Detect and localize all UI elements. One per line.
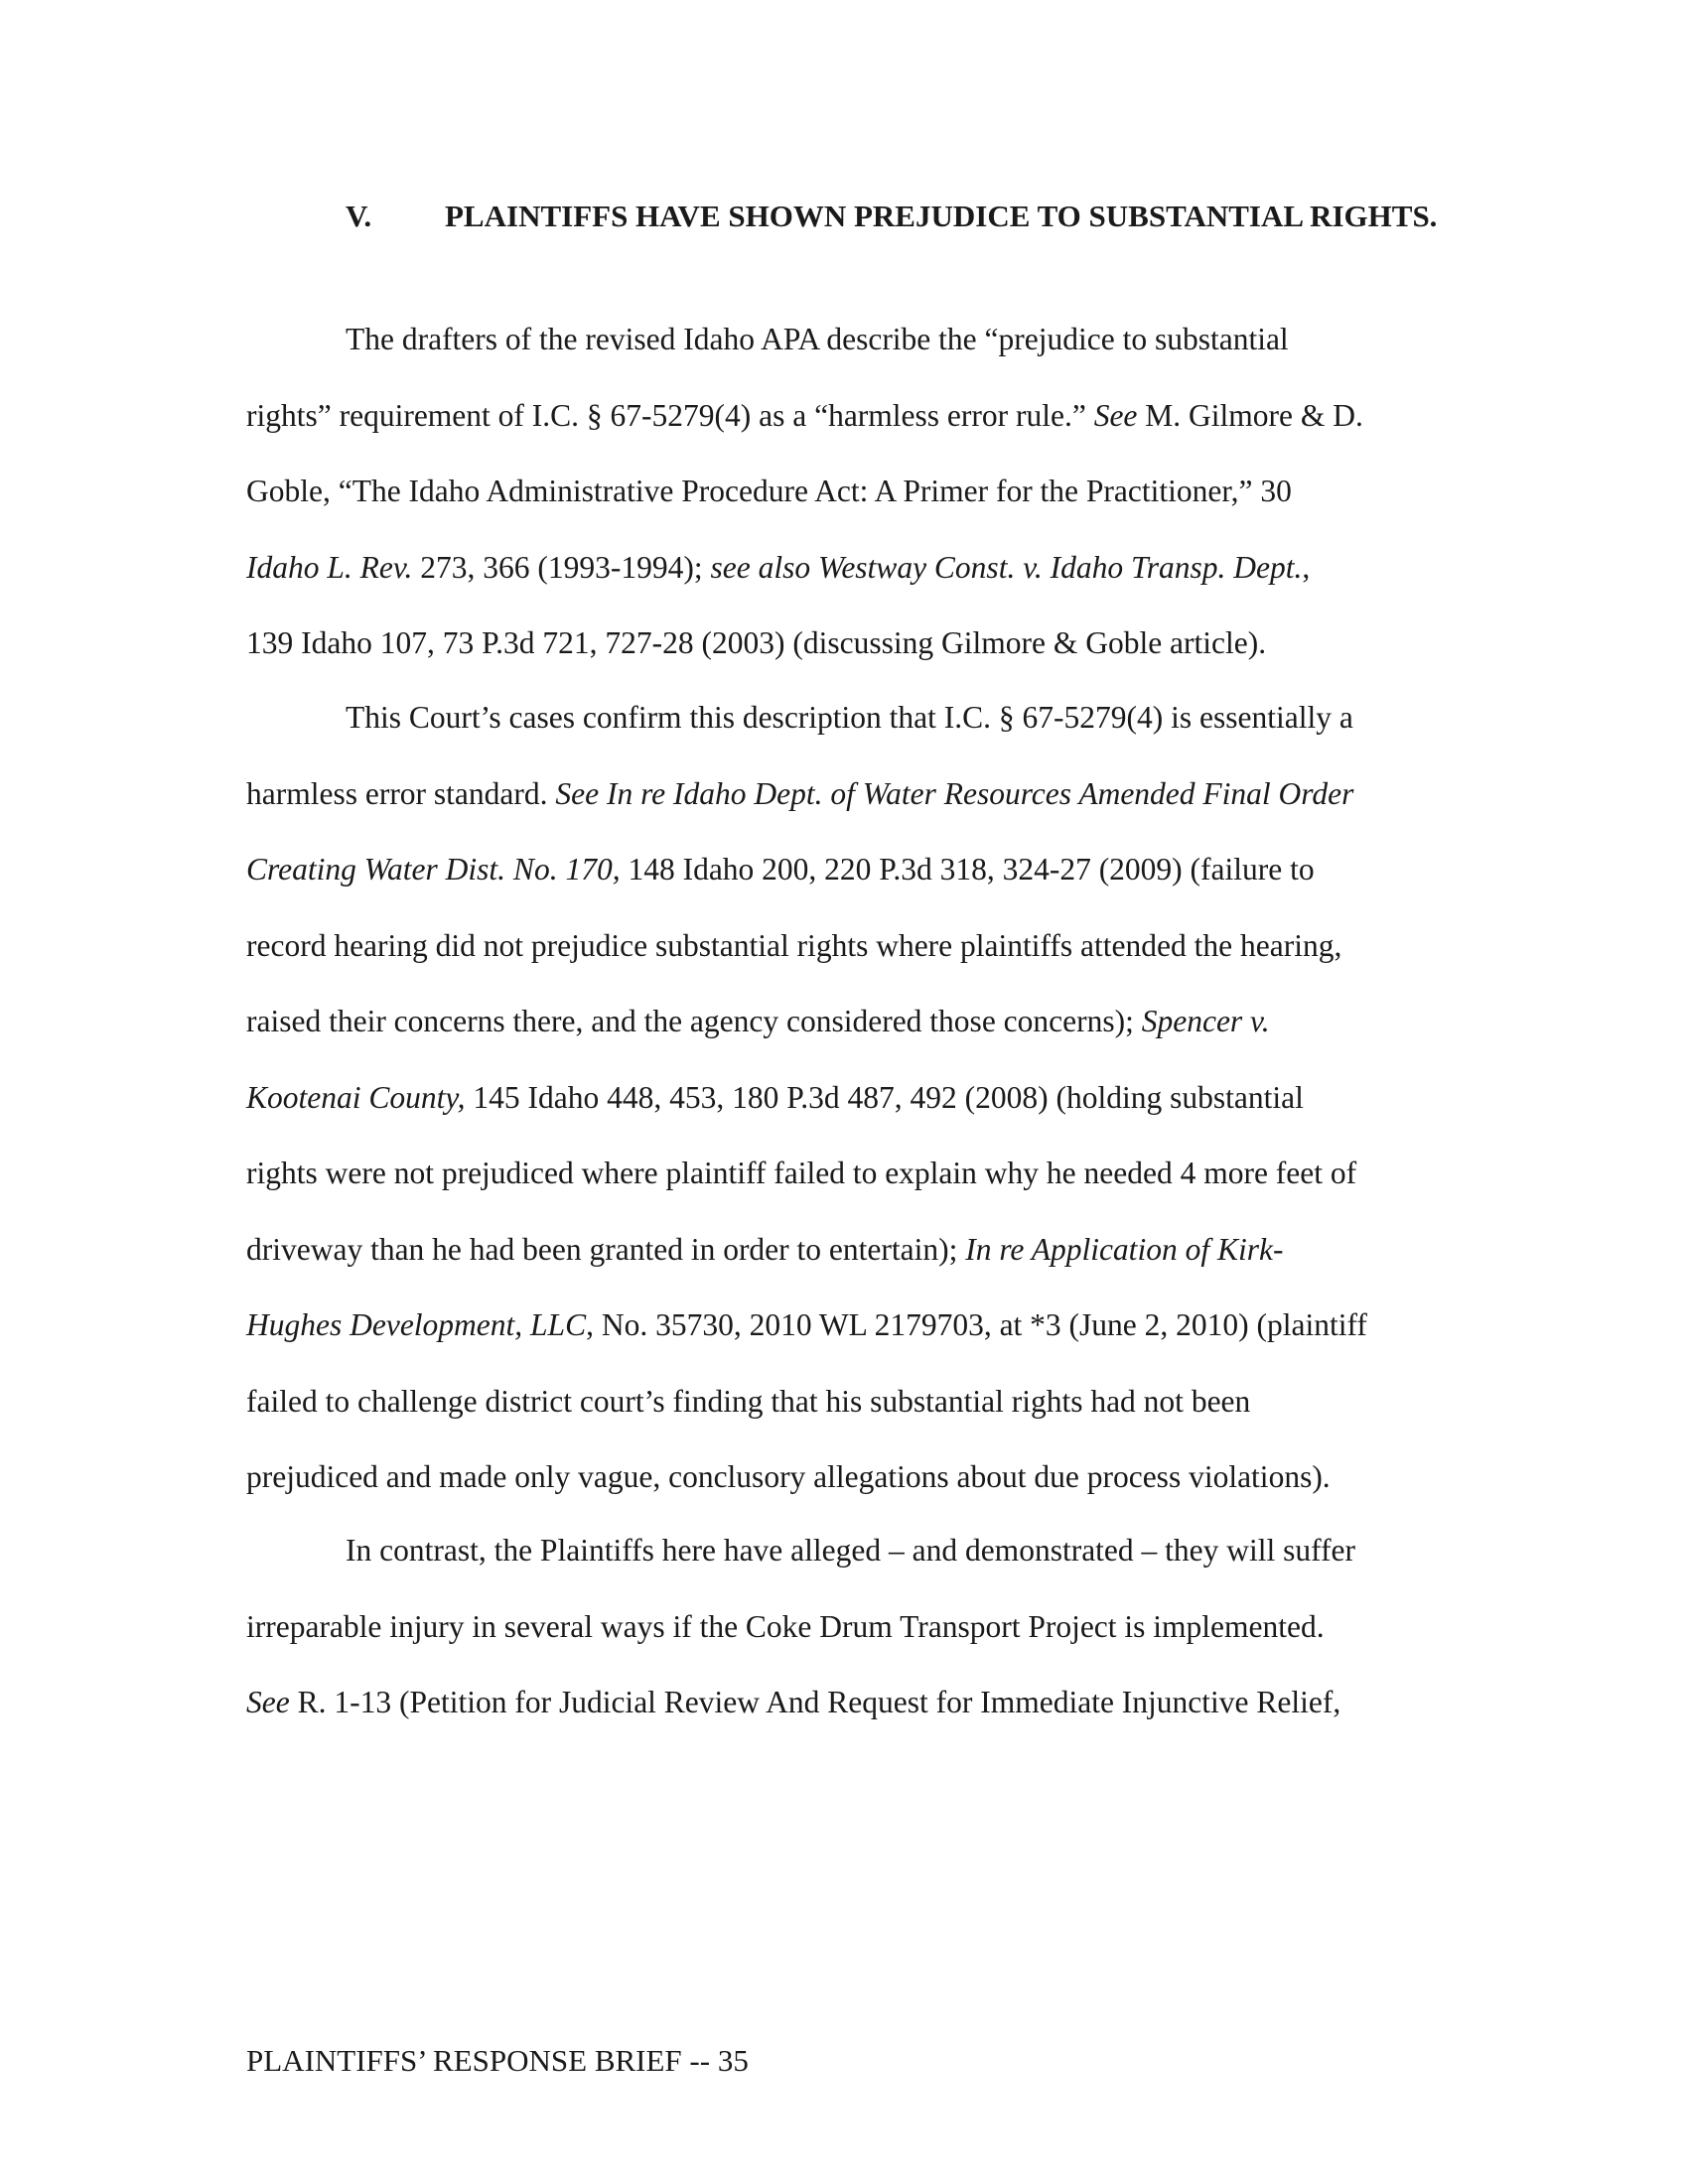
body-text: harmless error standard.	[246, 775, 556, 811]
text-line	[246, 1212, 1438, 1289]
text-line	[246, 1364, 1438, 1440]
text-line	[246, 680, 1438, 756]
citation-italic-text: Kootenai County,	[246, 1079, 466, 1115]
body-text: R. 1-13 (Petition for Judicial Review And Request for Immediate Injunctive Relief,	[289, 1685, 1341, 1719]
body-text: 139 Idaho 107, 73 P.3d 721, 727-28 (2003) (discussing Gilmore & Goble article).	[246, 625, 1267, 660]
text-line	[246, 1136, 1438, 1212]
body-text: rights were not prejudiced where plaintiff failed to explain why he needed 4 more feet of	[246, 1156, 1357, 1190]
text-line	[246, 454, 1438, 530]
body-text: The drafters of the revised Idaho APA describe the “prejudice to substantial	[346, 322, 1289, 356]
citation-italic-text: In re Application of Kirk-	[965, 1231, 1284, 1267]
citation-italic-text: Spencer v.	[1141, 1004, 1270, 1038]
body-text: raised their concerns there, and the agency considered those concerns);	[246, 1004, 1142, 1038]
text-line	[246, 1513, 1438, 1589]
text-line	[246, 530, 1438, 607]
text-line	[246, 832, 1438, 908]
text-line	[246, 756, 1438, 833]
section-number: V.	[346, 199, 372, 233]
body-text: M. Gilmore & D.	[1137, 397, 1363, 433]
text-line	[246, 984, 1438, 1060]
body-text: rights” requirement of I.C. § 67-5279(4) as a “harmless error rule.”	[246, 397, 1094, 433]
body-text: In contrast, the Plaintiffs here have alleged – and demonstrated – they will suffer	[346, 1533, 1356, 1568]
citation-italic-text: See	[246, 1685, 290, 1719]
citation-italic-text: Creating Water Dist. No. 170,	[246, 852, 621, 887]
paragraph-drafters	[246, 302, 1438, 682]
text-line	[246, 1665, 1438, 1741]
paragraph-in-contrast	[246, 1513, 1438, 1741]
page-footer: PLAINTIFFS’ RESPONSE BRIEF -- 35	[246, 2043, 749, 2078]
body-text: driveway than he had been granted in order to entertain);	[246, 1231, 966, 1267]
body-text: , No. 35730, 2010 WL 2179703, at *3 (June 2, 2010) (plaintiff	[586, 1307, 1367, 1342]
body-text: irreparable injury in several ways if the Coke Drum Transport Project is implemented.	[246, 1608, 1325, 1644]
body-text: record hearing did not prejudice substantial rights where plaintiffs attended the hearing,	[246, 927, 1342, 963]
text-line	[246, 908, 1438, 985]
body-text: This Court’s cases confirm this description that I.C. § 67-5279(4) is essentially a	[346, 700, 1353, 735]
body-text: Goble, “The Idaho Administrative Procedure Act: A Primer for the Practitioner,” 30	[246, 474, 1292, 508]
text-line	[246, 378, 1438, 455]
body-text: prejudiced and made only vague, conclusory allegations about due process violations).	[246, 1459, 1331, 1494]
body-text: 145 Idaho 448, 453, 180 P.3d 487, 492 (2008) (holding substantial	[465, 1079, 1304, 1115]
body-text: failed to challenge district court’s finding that his substantial rights had not been	[246, 1383, 1251, 1419]
text-line	[246, 302, 1438, 378]
text-line	[246, 1589, 1438, 1666]
citation-italic-text: Hughes Development, LLC	[246, 1307, 587, 1342]
body-text: 273, 366 (1993-1994);	[412, 549, 711, 585]
text-line	[246, 1439, 1438, 1516]
body-text: ,	[1302, 549, 1311, 585]
body-text: 148 Idaho 200, 220 P.3d 318, 324-27 (2009) (failure to	[620, 852, 1315, 887]
text-line	[246, 1060, 1438, 1137]
citation-italic-text: See In re Idaho Dept. of Water Resources Amended Final Order	[555, 775, 1354, 811]
citation-italic-text: see also Westway Const. v. Idaho Transp. Dept.	[710, 549, 1303, 585]
section-title: PLAINTIFFS HAVE SHOWN PREJUDICE TO SUBSTANTIAL RIGHTS.	[445, 199, 1438, 233]
text-line	[246, 606, 1438, 682]
text-line	[246, 1288, 1438, 1364]
paragraph-court-cases	[246, 680, 1438, 1516]
citation-italic-text: See	[1093, 397, 1138, 433]
citation-italic-text: Idaho L. Rev.	[246, 549, 413, 585]
